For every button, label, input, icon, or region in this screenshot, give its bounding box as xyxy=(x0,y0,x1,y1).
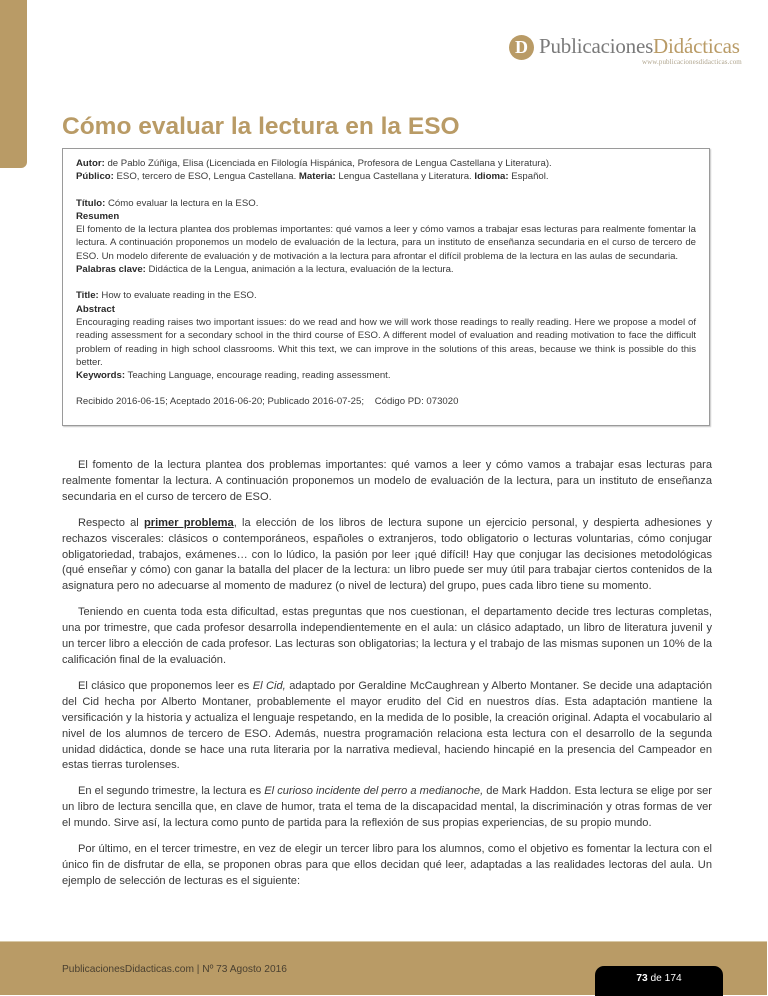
meta-keywords-es-line xyxy=(76,263,696,276)
meta-resumen-label: Resumen xyxy=(76,210,120,222)
meta-language-label: Idioma: xyxy=(474,171,509,183)
meta-audience-line xyxy=(76,170,696,183)
text-run: , la elección de los libros de lectura supone un ejercicio personal, y despierta adhesiones y rechazos viscerales: clásicos o contemporáneos, españoles o extranjeros, todo obligatorio o lecturas voluntarias, cómo conjugar obligatoriedad, trabajos, exámenes… con lo lúdico, la pasión por leer ¡qué difícil! Hay que conjugar las decisiones metodológicas (qué enseñar y cómo) con ganar la batalla del placer de la lectura: un libro puede ser muy útil para trabajar ciertos contenidos de la asignatura pero no adecuarse al momento de madurez (o nivel de lectura) del grupo, pues cada libro tiene su momento. xyxy=(62,516,713,593)
page-separator: de xyxy=(647,973,665,984)
meta-resumen-heading xyxy=(76,210,696,223)
meta-abstract-text: Encouraging reading raises two important issues: do we read and how we will work those readings to really reading. Here we propose a model of reading assessment for a secondary school in the third course of ESO. A different model of evaluation and reading motivation to face the difficult problem of reading in high school classrooms. Whit this text, we can improve in the solutions of this areas, because we think is possible do this better. xyxy=(76,316,696,368)
meta-titulo-line xyxy=(76,197,696,210)
body-paragraph-5 xyxy=(62,784,712,832)
body-paragraph-4 xyxy=(62,679,712,774)
spacer xyxy=(76,184,696,197)
side-tab-decoration xyxy=(0,0,27,168)
text-run: El clásico que proponemos leer es xyxy=(78,679,253,692)
spacer xyxy=(76,382,696,395)
logo-d-icon: D xyxy=(509,35,534,60)
book-title-curioso-incidente: El curioso incidente del perro a medianoche, xyxy=(264,785,484,798)
page-total: 174 xyxy=(664,973,682,984)
emphasis-primer-problema: primer problema xyxy=(144,516,234,529)
meta-audience-label: Público: xyxy=(76,171,114,183)
meta-keywords-en-line xyxy=(76,369,696,382)
meta-subject-value: Lengua Castellana y Literatura. xyxy=(338,171,472,183)
meta-keywords-es-label: Palabras clave: xyxy=(76,264,146,276)
meta-title-en-value: How to evaluate reading in the ESO. xyxy=(101,290,257,302)
body-paragraph-1: El fomento de la lectura plantea dos problemas importantes: qué vamos a leer y cómo vamos a trabajar esas lecturas para realmente fomentar la lectura. A continuación proponemos un modelo de evaluación de la lectura, para un instituto de enseñanza secundaria en el curso de tercero de ESO. xyxy=(62,459,712,503)
text-run: de Mark Haddon. Esta lectura se elige por ser un libro de lectura sencilla que, en clave de humor, trata el tema de la discapacidad mental, la discriminación y otras formas de ver el mundo. Sirve así, la lectura como punto de partida para la reflexión de sus propias experiencias, de su propio mundo. xyxy=(62,785,712,830)
brand-url: www.publicacionesdidacticas.com xyxy=(642,58,742,66)
meta-titulo-value: Cómo evaluar la lectura en la ESO. xyxy=(107,197,259,209)
body-paragraph-6: Por último, en el tercer trimestre, en vez de elegir un tercer libro para los alumnos, como el objetivo es fomentar la lectura con el único fin de disfrutar de ella, se proponen obras para que ellos decidan qué leer, adaptadas a las realidades lectoras del aula. Un ejemplo de selección de lecturas es el siguiente: xyxy=(62,843,712,887)
meta-language-value: Español. xyxy=(511,171,549,183)
brand-logo xyxy=(509,34,759,74)
page-number-badge xyxy=(595,966,723,996)
body-paragraph-2 xyxy=(62,516,712,596)
brand-name-part2: Didácticas xyxy=(653,34,740,58)
meta-code: Código PD: 073020 xyxy=(374,396,459,408)
meta-author-line xyxy=(76,157,696,170)
meta-author-value: de Pablo Zúñiga, Elisa (Licenciada en Filología Hispánica, Profesora de Lengua Castellana y Literatura). xyxy=(107,158,552,169)
article-metadata-box xyxy=(62,148,710,426)
meta-audience-value: ESO, tercero de ESO, Lengua Castellana. xyxy=(116,171,297,183)
text-run: En el segundo trimestre, la lectura es xyxy=(78,785,265,798)
brand-name xyxy=(539,34,740,59)
meta-title-en-label: Title: xyxy=(76,290,99,302)
meta-dates-line xyxy=(76,395,696,408)
meta-author-label: Autor: xyxy=(76,158,105,169)
page-footer xyxy=(0,941,767,995)
meta-title-en-line xyxy=(76,289,696,302)
article-body xyxy=(62,458,712,900)
meta-abstract-heading xyxy=(76,303,696,316)
meta-keywords-en-label: Keywords: xyxy=(76,370,126,382)
page-current: 73 xyxy=(636,973,648,984)
footer-publication-info: PublicacionesDidacticas.com | Nº 73 Agosto 2016 xyxy=(62,964,287,975)
article-title: Cómo evaluar la lectura en la ESO xyxy=(62,113,460,140)
meta-resumen-text: El fomento de la lectura plantea dos problemas importantes: qué vamos a leer y cómo vamos a trabajar esas lecturas para realmente fomentar la lectura. A continuación proponemos un modelo de evaluación de la lectura, para un instituto de enseñanza secundaria en el curso de tercero de ESO. Un modelo diferente de evaluación y de motivación a la lectura para afrontar el difícil problema de la lectura en las aulas de secundaria. xyxy=(76,224,696,262)
spacer xyxy=(76,276,696,289)
meta-titulo-label: Título: xyxy=(76,197,106,209)
text-run: Respecto al xyxy=(78,516,144,529)
book-title-el-cid: El Cid, xyxy=(252,679,286,692)
meta-keywords-en-value: Teaching Language, encourage reading, reading assessment. xyxy=(127,370,391,382)
meta-keywords-es-value: Didáctica de la Lengua, animación a la lectura, evaluación de la lectura. xyxy=(148,264,454,276)
text-run: adaptado por Geraldine McCaughrean y Alberto Montaner. Se decide una adaptación del Cid hecha por Alberto Montaner, probablemente el mayor erudito del Cid en nuestros días. Esta adaptación mantiene la versificación y la historia y actualiza el lenguaje respetando, en la medida de lo posible, la creación original. Adapta el vocabulario al nivel de los alumnos de tercero de ESO. Además, nuestra programación relaciona esta lectura con el desarrollo de la segunda unidad didáctica, donde se hace una ruta literaria por la narrativa medieval, haciendo hincapié en la presencia del Campeador en estas tierras turolenses. xyxy=(62,679,713,772)
meta-abstract-label: Abstract xyxy=(76,303,115,315)
brand-name-part1: Publicaciones xyxy=(539,34,654,58)
body-paragraph-3: Teniendo en cuenta toda esta dificultad, estas preguntas que nos cuestionan, el departamento decide tres lecturas completas, una por trimestre, que cada profesor desarrolla independientemente en el aula: un clásico adaptado, un libro de literatura juvenil y un tercer libro a elección de cada profesor. Las lecturas son obligatorias; la lectura y el trabajo de las mismas suponen un 10% de la calificación final de la evaluación. xyxy=(62,606,712,666)
meta-dates: Recibido 2016-06-15; Aceptado 2016-06-20; Publicado 2016-07-25; xyxy=(76,396,365,408)
meta-subject-label: Materia: xyxy=(298,171,336,183)
